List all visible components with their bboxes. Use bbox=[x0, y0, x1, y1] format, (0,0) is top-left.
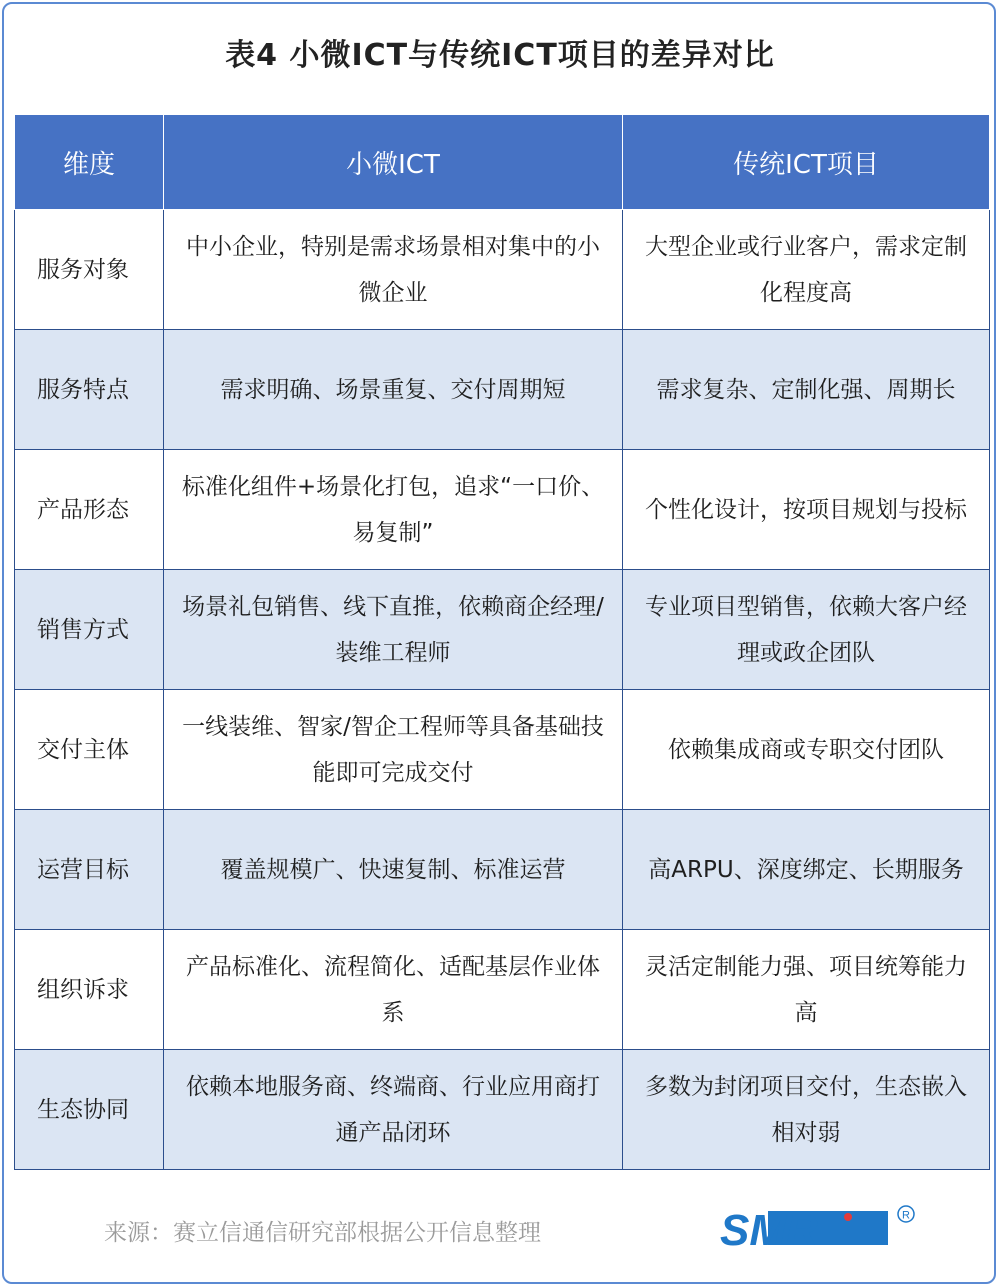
micro-ict-cell: 依赖本地服务商、终端商、行业应用商打通产品闭环 bbox=[164, 1050, 623, 1170]
logo-text: SMR bbox=[720, 1206, 818, 1253]
micro-ict-cell: 覆盖规模广、快速复制、标准运营 bbox=[164, 810, 623, 930]
table-row bbox=[15, 1050, 990, 1170]
row-dimension: 服务特点 bbox=[15, 330, 164, 450]
table-row bbox=[15, 450, 990, 570]
traditional-ict-cell: 高ARPU、深度绑定、长期服务 bbox=[623, 810, 990, 930]
registered-mark-icon bbox=[896, 1204, 916, 1224]
table-row bbox=[15, 690, 990, 810]
source-note: 来源：赛立信通信研究部根据公开信息整理 bbox=[104, 1220, 541, 1246]
row-dimension: 产品形态 bbox=[15, 450, 164, 570]
table-row bbox=[15, 570, 990, 690]
traditional-ict-cell: 依赖集成商或专职交付团队 bbox=[623, 690, 990, 810]
table-title: 表4 小微ICT与传统ICT项目的差异对比 bbox=[225, 38, 775, 73]
micro-ict-cell: 场景礼包销售、线下直推，依赖商企经理/装维工程师 bbox=[164, 570, 623, 690]
micro-ict-cell: 中小企业，特别是需求场景相对集中的小微企业 bbox=[164, 210, 623, 330]
header-dimension: 维度 bbox=[15, 115, 164, 210]
header-traditional-ict: 传统ICT项目 bbox=[623, 115, 990, 210]
table-row bbox=[15, 330, 990, 450]
micro-ict-cell: 标准化组件+场景化打包，追求“一口价、易复制” bbox=[164, 450, 623, 570]
row-dimension: 生态协同 bbox=[15, 1050, 164, 1170]
micro-ict-cell: 一线装维、智家/智企工程师等具备基础技能即可完成交付 bbox=[164, 690, 623, 810]
comparison-table bbox=[14, 114, 990, 1170]
table-header-row bbox=[15, 115, 990, 210]
table-row bbox=[15, 210, 990, 330]
traditional-ict-cell: 多数为封闭项目交付，生态嵌入相对弱 bbox=[623, 1050, 990, 1170]
micro-ict-cell: 产品标准化、流程简化、适配基层作业体系 bbox=[164, 930, 623, 1050]
header-micro-ict: 小微ICT bbox=[164, 115, 623, 210]
traditional-ict-cell: 专业项目型销售，依赖大客户经理或政企团队 bbox=[623, 570, 990, 690]
smr-logo bbox=[716, 1203, 890, 1253]
row-dimension: 服务对象 bbox=[15, 210, 164, 330]
row-dimension: 交付主体 bbox=[15, 690, 164, 810]
svg-text:R: R bbox=[902, 1209, 910, 1222]
row-dimension: 组织诉求 bbox=[15, 930, 164, 1050]
row-dimension: 销售方式 bbox=[15, 570, 164, 690]
traditional-ict-cell: 个性化设计，按项目规划与投标 bbox=[623, 450, 990, 570]
traditional-ict-cell: 大型企业或行业客户，需求定制化程度高 bbox=[623, 210, 990, 330]
micro-ict-cell: 需求明确、场景重复、交付周期短 bbox=[164, 330, 623, 450]
table-row bbox=[15, 930, 990, 1050]
table-row bbox=[15, 810, 990, 930]
traditional-ict-cell: 需求复杂、定制化强、周期长 bbox=[623, 330, 990, 450]
row-dimension: 运营目标 bbox=[15, 810, 164, 930]
traditional-ict-cell: 灵活定制能力强、项目统筹能力高 bbox=[623, 930, 990, 1050]
